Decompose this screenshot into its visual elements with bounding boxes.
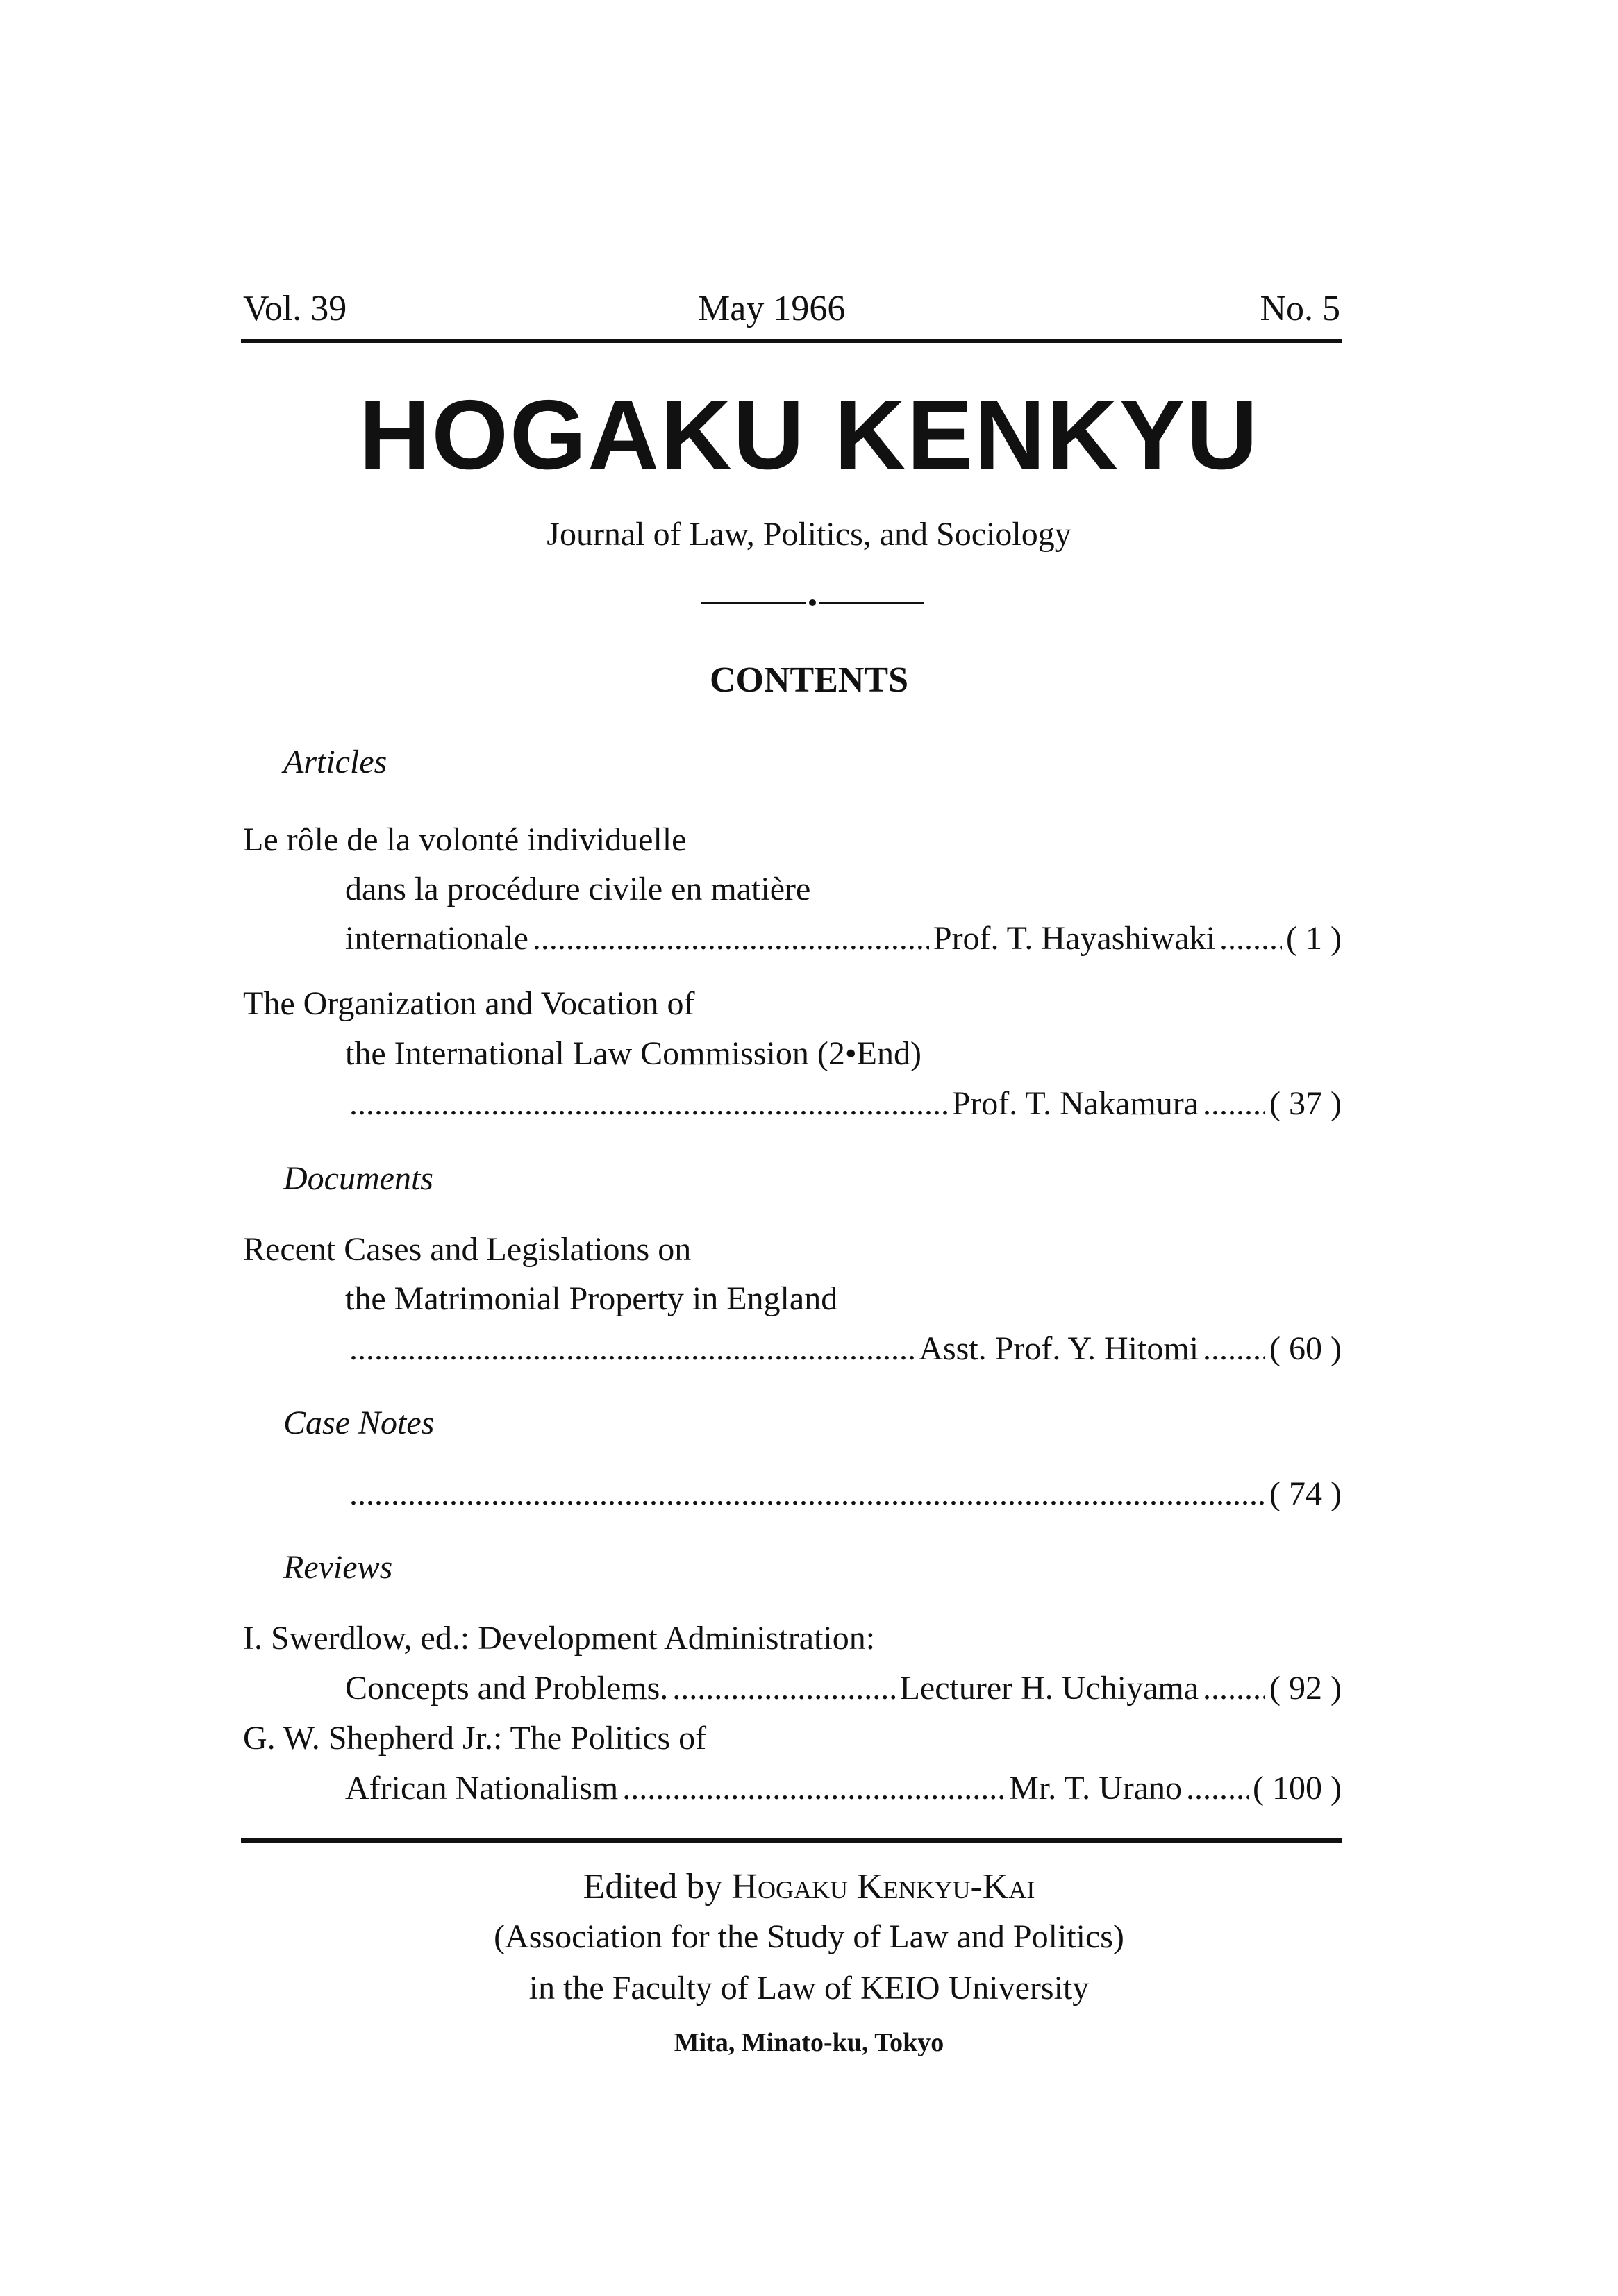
header-rule [241,339,1342,343]
dot-leader [349,1330,915,1368]
dot-leader [1219,919,1282,957]
editor-name: Hogaku Kenkyu-Kai [731,1867,1035,1907]
review-2-page: ( 100 ) [1253,1770,1342,1807]
issue-number: No. 5 [1260,289,1340,328]
article-2-page: ( 37 ) [1269,1085,1342,1122]
footer-address: Mita, Minato-ku, Tokyo [674,2028,944,2057]
article-1-title-line1: Le rôle de la volonté individuelle [243,821,687,858]
review-1-page: ( 92 ) [1269,1670,1342,1707]
section-heading-articles: Articles [283,744,387,780]
footer-rule [241,1838,1342,1843]
article-1-entry[interactable] [345,919,1342,957]
ornament-divider [701,596,924,610]
document-1-entry[interactable] [345,1330,1342,1368]
review-2-line1: G. W. Shepherd Jr.: The Politics of [243,1720,707,1757]
dot-leader [622,1769,1005,1807]
review-1-line1: I. Swerdlow, ed.: Development Administration: [243,1620,876,1657]
section-heading-reviews: Reviews [283,1549,393,1586]
article-2-title-line2: the International Law Commission (2•End) [345,1035,921,1072]
dot-leader [349,1475,1265,1513]
section-heading-documents: Documents [283,1160,433,1197]
dot-leader [1203,1669,1265,1707]
article-1-title-line3: internationale [345,920,528,957]
dot-leader [1203,1330,1265,1368]
review-1-line2: Concepts and Problems. [345,1670,669,1707]
document-1-title-line1: Recent Cases and Legislations on [243,1231,692,1268]
edited-by-label: Edited by [583,1867,723,1907]
journal-title: HOGAKU KENKYU [358,380,1260,490]
document-1-page: ( 60 ) [1269,1330,1342,1367]
article-1-title-line2: dans la procédure civile en matière [345,871,811,907]
article-1-page: ( 1 ) [1286,920,1342,957]
dot-leader [349,1084,948,1123]
dot-leader [1186,1769,1249,1807]
section-heading-case-notes: Case Notes [283,1405,435,1441]
dot-leader [533,919,929,957]
review-1-entry[interactable] [345,1669,1342,1707]
dot-leader [672,1669,895,1707]
article-1-author: Prof. T. Hayashiwaki [933,920,1216,957]
contents-heading: CONTENTS [709,660,909,700]
volume-number: Vol. 39 [243,289,347,328]
footer-faculty: in the Faculty of Law of KEIO University [528,1970,1090,2006]
case-notes-page: ( 74 ) [1269,1475,1342,1512]
footer-edited-by [0,1866,1618,1907]
review-2-author: Mr. T. Urano [1009,1770,1183,1807]
case-notes-entry[interactable] [345,1475,1342,1513]
journal-subtitle: Journal of Law, Politics, and Sociology [547,516,1071,553]
document-1-title-line2: the Matrimonial Property in England [345,1280,838,1317]
review-1-author: Lecturer H. Uchiyama [899,1670,1199,1707]
dot-leader [1203,1084,1265,1123]
review-2-entry[interactable] [345,1769,1342,1807]
article-2-title-line1: The Organization and Vocation of [243,985,695,1022]
document-1-author: Asst. Prof. Y. Hitomi [919,1330,1199,1367]
issue-date: May 1966 [698,289,846,328]
article-2-entry[interactable] [345,1084,1342,1123]
review-2-line2: African Nationalism [345,1770,619,1807]
article-2-author: Prof. T. Nakamura [951,1085,1199,1122]
footer-association: (Association for the Study of Law and Politics) [494,1918,1124,1955]
